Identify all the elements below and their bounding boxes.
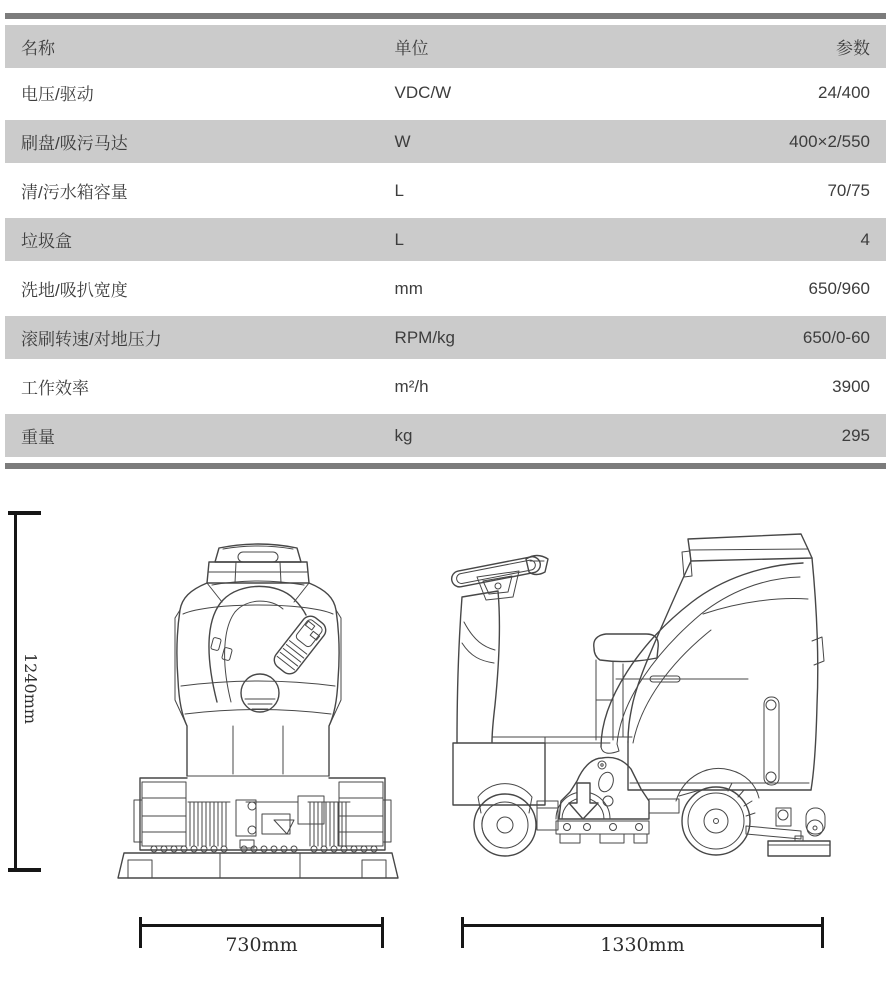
cell-name: 重量: [21, 428, 55, 447]
brush-base: [118, 778, 398, 878]
cell-unit: L: [394, 180, 405, 200]
cell-value: 70/75: [827, 180, 870, 200]
squeegee: [746, 808, 830, 856]
table-row: [5, 68, 886, 117]
width-dimension-line: [139, 924, 384, 927]
cell-unit: m²/h: [394, 376, 429, 396]
cell-value: 650/0-60: [802, 327, 870, 347]
height-dimension-cap: [8, 511, 41, 515]
table-row: [5, 166, 886, 215]
side-view-drawing: [445, 528, 865, 890]
column-header-name: 名称: [21, 39, 55, 58]
rear-wheel: [676, 768, 759, 855]
cell-unit: RPM/kg: [394, 327, 456, 347]
table-row: [5, 313, 886, 362]
steering-wheel: [450, 555, 548, 600]
cell-name: 洗地/吸扒宽度: [21, 281, 128, 300]
table-header-row: [5, 25, 886, 68]
height-dimension-line: [14, 512, 17, 871]
hose-nozzle: [271, 613, 330, 678]
table-row: [5, 411, 886, 460]
cell-unit: kg: [394, 425, 413, 445]
skirt-rollers: [151, 846, 377, 852]
column-header-param: 参数: [836, 39, 870, 58]
cell-name: 滚刷转速/对地压力: [21, 330, 162, 349]
cell-name: 垃圾盒: [21, 232, 72, 251]
tank-cap: [241, 674, 279, 712]
spec-table: [5, 13, 886, 469]
cell-unit: VDC/W: [394, 82, 452, 102]
brush-deck: [537, 757, 700, 843]
cell-value: 3900: [832, 376, 870, 396]
height-dimension-cap: [8, 868, 41, 872]
steering-column: [457, 591, 499, 743]
table-row: [5, 215, 886, 264]
suction-hose: [209, 586, 329, 702]
cell-name: 电压/驱动: [21, 85, 94, 104]
table-row: [5, 264, 886, 313]
height-dimension-label: 1240mm: [21, 653, 40, 725]
table-top-bar: [5, 13, 886, 19]
cell-value: 400×2/550: [789, 131, 870, 151]
table-row: [5, 362, 886, 411]
front-view-drawing: [105, 530, 405, 885]
cell-name: 刷盘/吸污马达: [21, 134, 128, 153]
table-row: [5, 117, 886, 166]
cell-unit: L: [394, 229, 405, 249]
cell-unit: mm: [394, 278, 423, 298]
length-dimension-label: 1330mm: [600, 934, 685, 956]
column-header-unit: 单位: [394, 39, 429, 58]
cell-unit: W: [394, 131, 411, 151]
table-bottom-bar: [5, 463, 886, 469]
cell-value: 24/400: [818, 82, 870, 102]
cell-name: 清/污水箱容量: [21, 183, 128, 202]
cell-value: 650/960: [808, 278, 870, 298]
width-dimension-label: 730mm: [225, 934, 298, 956]
cell-name: 工作效率: [21, 379, 89, 398]
length-dimension-line: [461, 924, 824, 927]
rear-body: [601, 534, 824, 790]
front-caster-wheel: [474, 784, 536, 856]
cell-value: 4: [860, 229, 870, 249]
tank-body: [175, 544, 341, 776]
cell-value: 295: [841, 425, 870, 445]
